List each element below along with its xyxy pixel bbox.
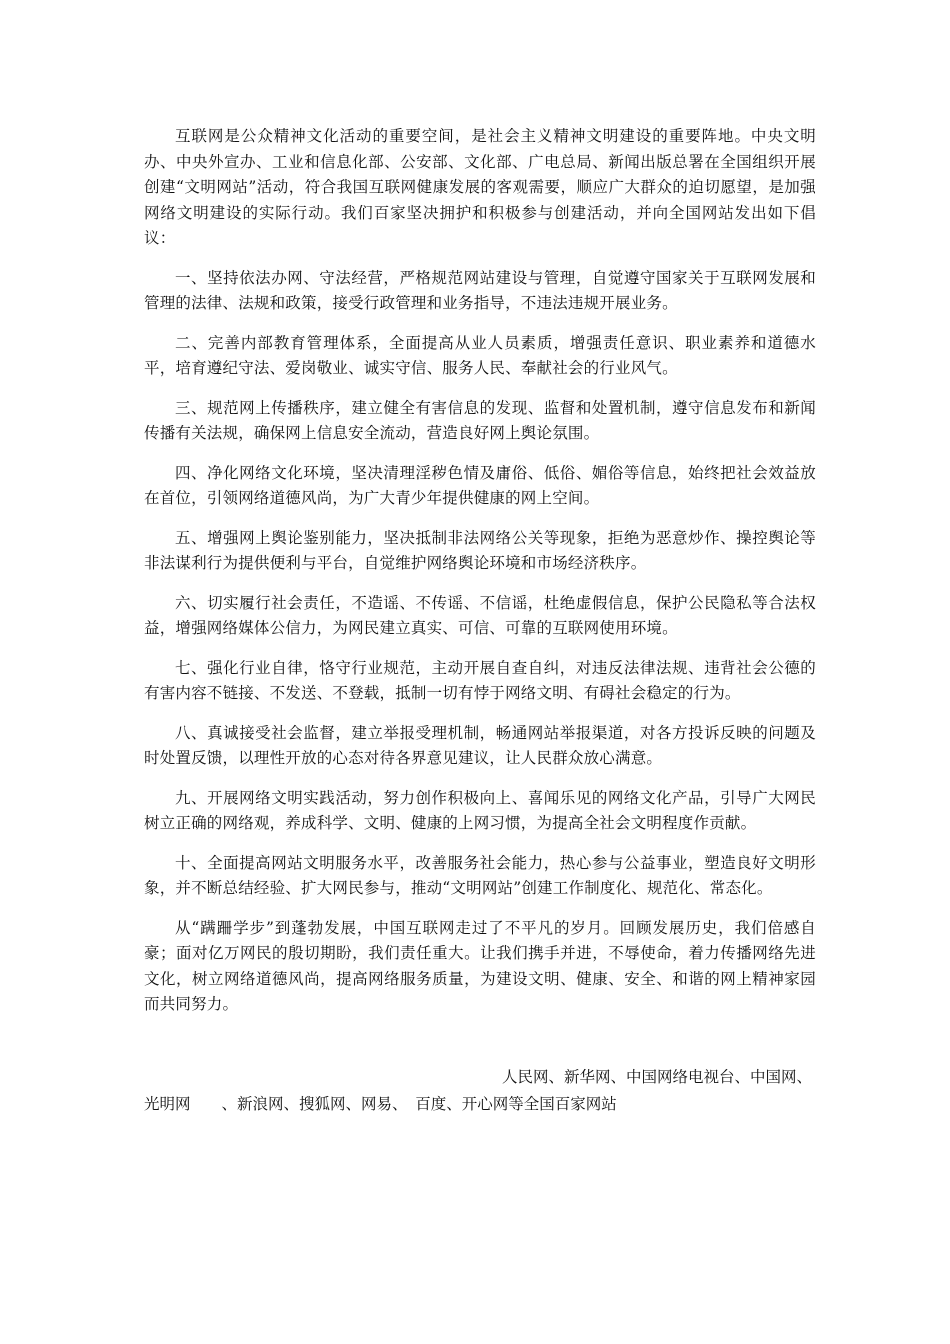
proposal-item-3: 三、规范网上传播秩序，建立健全有害信息的发现、监督和处置机制，遵守信息发布和新闻传播有关法规，确保网上信息安全流动，营造良好网上舆论氛围。 — [144, 398, 816, 442]
closing-paragraph: 从“蹒跚学步”到蓬勃发展，中国互联网走过了不平凡的岁月。回顾发展历史，我们倍感自豪；面对亿万网民的殷切期盼，我们责任重大。让我们携手并进，不辱使命，着力传播网络先进文化，树立网络道德风尚，提高网络服务质量，为建设文明、健康、安全、和谐的网上精神家园而共同努力。 — [144, 918, 816, 1013]
proposal-item-2: 二、完善内部教育管理体系，全面提高从业人员素质，增强责任意识、职业素养和道德水平，培育遵纪守法、爱岗敬业、诚实守信、服务人民、奉献社会的行业风气。 — [144, 333, 816, 377]
proposal-item-6: 六、切实履行社会责任，不造谣、不传谣、不信谣，杜绝虚假信息，保护公民隐私等合法权益，增强网络媒体公信力，为网民建立真实、可信、可靠的互联网使用环境。 — [144, 593, 816, 637]
signature-block — [144, 1064, 816, 1118]
signature-line-1: 人民网、新华网、中国网络电视台、中国网、 — [501, 1067, 812, 1086]
proposal-item-1: 一、坚持依法办网、守法经营，严格规范网站建设与管理，自觉遵守国家关于互联网发展和管理的法律、法规和政策，接受行政管理和业务指导，不违法违规开展业务。 — [144, 268, 816, 312]
proposal-item-7: 七、强化行业自律，恪守行业规范，主动开展自查自纠，对违反法律法规、违背社会公德的有害内容不链接、不发送、不登载，抵制一切有悖于网络文明、有碍社会稳定的行为。 — [144, 658, 816, 702]
proposal-item-8: 八、真诚接受社会监督，建立举报受理机制，畅通网站举报渠道，对各方投诉反映的问题及时处置反馈，以理性开放的心态对待各界意见建议，让人民群众放心满意。 — [144, 723, 816, 767]
proposal-item-9: 九、开展网络文明实践活动，努力创作积极向上、喜闻乐见的网络文化产品，引导广大网民树立正确的网络观，养成科学、文明、健康的上网习惯，为提高全社会文明程度作贡献。 — [144, 788, 816, 832]
document-page — [144, 124, 816, 1118]
intro-paragraph: 互联网是公众精神文化活动的重要空间，是社会主义精神文明建设的重要阵地。中央文明办、中央外宣办、工业和信息化部、公安部、文化部、广电总局、新闻出版总署在全国组织开展创建“文明网站”活动，符合我国互联网健康发展的客观需要，顺应广大群众的迫切愿望，是加强网络文明建设的实际行动。我们百家坚决拥护和积极参与创建活动，并向全国网站发出如下倡议： — [144, 127, 816, 247]
proposal-item-4: 四、净化网络文化环境，坚决清理淫秽色情及庸俗、低俗、媚俗等信息，始终把社会效益放在首位，引领网络道德风尚，为广大青少年提供健康的网上空间。 — [144, 463, 816, 507]
proposal-item-10: 十、全面提高网站文明服务水平，改善服务社会能力，热心参与公益事业，塑造良好文明形象，并不断总结经验、扩大网民参与，推动“文明网站”创建工作制度化、规范化、常态化。 — [144, 853, 816, 897]
signature-line-2: 光明网 、新浪网、搜狐网、网易、 百度、开心网等全国百家网站 — [144, 1094, 617, 1113]
proposal-item-5: 五、增强网上舆论鉴别能力，坚决抵制非法网络公关等现象，拒绝为恶意炒作、操控舆论等非法谋利行为提供便利与平台，自觉维护网络舆论环境和市场经济秩序。 — [144, 528, 816, 572]
